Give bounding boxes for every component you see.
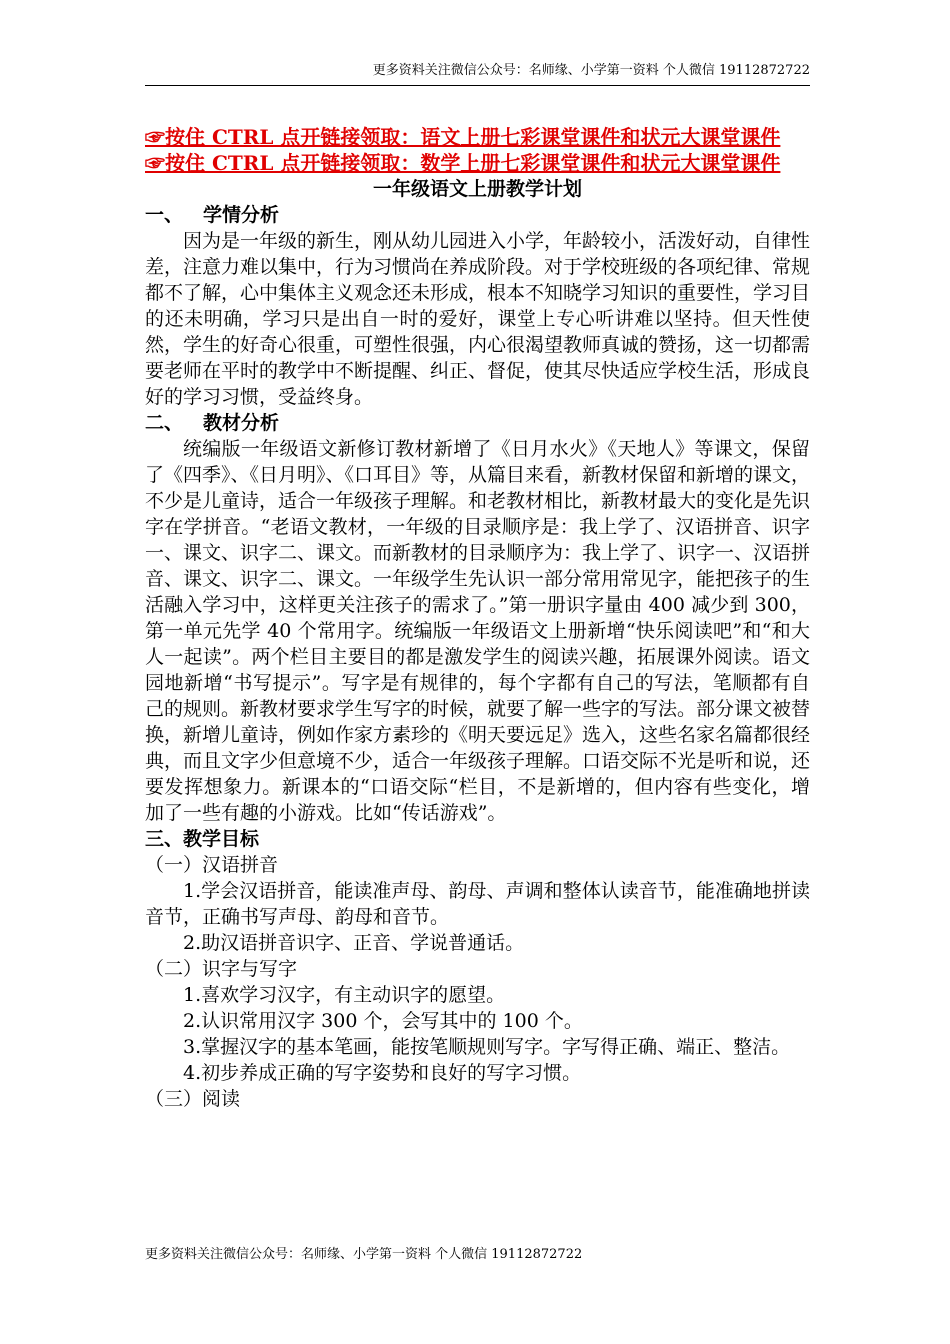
subheading-pinyin: （一）汉语拼音 [145,854,279,876]
paragraph-textbook-analysis: 统编版一年级语文新修订教材新增了《日月水火》《天地人》等课文，保留了《四季》、《日月明》、《口耳目》等，从篇目来看，新教材保留和新增的课文，不少是儿童诗，适合一年级孩子理解。和老教材相比，新教材最大的变化是先识字在学拼音。“老语文教材，一年级的目录顺序是：我上学了、汉语拼音、识字一、课文、识字二、课文。而新教材的目录顺序为：我上学了、识字一、汉语拼音、课文、识字二、课文。一年级学生先认识一部分常用常见字，能把孩子的生活融入学习中，这样更关注孩子的需求了。”第一册识字量由 400 减少到 300，第一单元先学 40 个常用字。统编版一年级语文上册新增“快乐阅读吧”和“和大人一起读”。两个栏目主要目的都是激发学生的阅读兴趣，拓展课外阅读。语文园地新增“书写提示”。写字是有规律的，每个字都有自己的写法，笔顺都有自己的规则。新教材要求学生写字的时候，就要了解一些字的写法。部分课文被替换，新增儿童诗，例如作家方素珍的《明天要远足》选入，这些名家名篇都很经典，而且文字少但意境不少，适合一年级孩子理解。口语交际不光是听和说，还要发挥想象力。新课本的“口语交际“栏目，不是新增的，但内容有些变化，增加了一些有趣的小游戏。比如“传话游戏”。 [145,438,811,824]
list-item: 3.掌握汉字的基本笔画，能按笔顺规则写字。字写得正确、端正、整洁。 [183,1036,791,1058]
document-title: 一年级语文上册教学计划 [372,178,582,200]
list-item: 2.认识常用汉字 300 个，会写其中的 100 个。 [183,1010,583,1032]
paragraph-student-analysis: 因为是一年级的新生，刚从幼儿园进入小学，年龄较小，活泼好动，自律性差，注意力难以集中，行为习惯尚在养成阶段。对于学校班级的各项纪律、常规都不了解，心中集体主义观念还未形成，根本不知晓学习知识的重要性，学习目的还未明确，学习只是出自一时的爱好，课堂上专心听讲难以坚持。但天性使然，学生的好奇心很重，可塑性很强，内心很渴望教师真诚的赞扬，这一切都需要老师在平时的教学中不断提醒、纠正、督促，使其尽快适应学校生活，形成良好的学习习惯，受益终身。 [145,230,811,408]
section-heading-1 [145,202,810,228]
section-number: 二、 [145,412,184,434]
list-item: 1.学会汉语拼音，能读准声母、韵母、声调和整体认读音节，能准确地拼读音节，正确书写声母、韵母和音节。 [145,880,810,928]
section-heading-2 [145,410,810,436]
list-item: 2.助汉语拼音识字、正音、学说普通话。 [183,932,525,954]
resource-link-math[interactable]: ☞按住 CTRL 点开链接领取：数学上册七彩课堂课件和状元大课堂课件 [145,151,781,175]
page-header: 更多资料关注微信公众号：名师缘、小学第一资料 个人微信 19112872722 [145,62,810,86]
subheading-reading: （三）阅读 [145,1088,241,1110]
list-item: 1.喜欢学习汉字，有主动识字的愿望。 [183,984,506,1006]
resource-link-chinese[interactable]: ☞按住 CTRL 点开链接领取：语文上册七彩课堂课件和状元大课堂课件 [145,125,781,149]
section-title: 学情分析 [203,204,280,226]
section-number: 一、 [145,204,184,226]
section-title: 教材分析 [203,412,280,434]
list-item: 4.初步养成正确的写字姿势和良好的写字习惯。 [183,1062,582,1084]
section-heading-3: 三、教学目标 [145,828,260,850]
page-footer: 更多资料关注微信公众号：名师缘、小学第一资料 个人微信 19112872722 [145,1247,583,1262]
document-body [145,124,810,1112]
subheading-literacy: （二）识字与写字 [145,958,298,980]
